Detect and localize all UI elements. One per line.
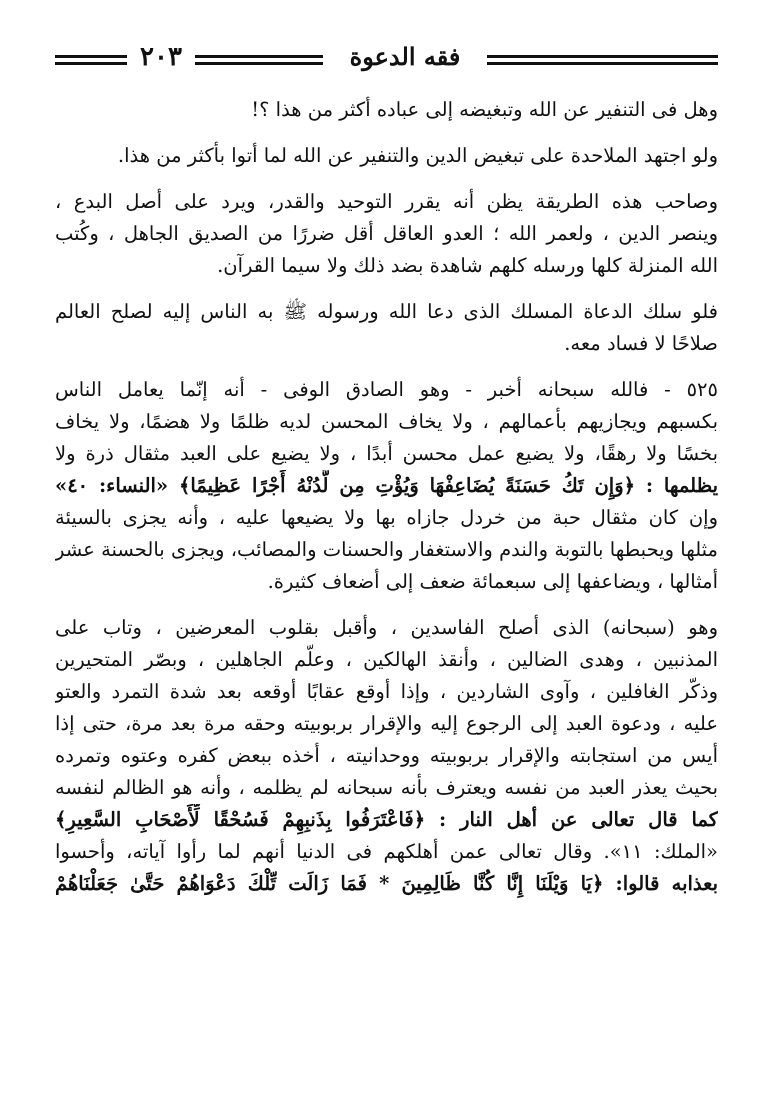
text-line: صلاحًا لا فساد معه.: [564, 332, 718, 355]
text-line: ٥٢٥ - فالله سبحانه أخبر - وهو الصادق الوفى - أنه إنّما يعامل الناس: [55, 378, 718, 401]
text-line: بكسبهم ويجازيهم بأعمالهم ، ولا يخاف المحسن لديه ظلمًا ولا هضمًا، ولا يخاف: [55, 410, 718, 433]
paragraph: [55, 140, 718, 172]
text-line-quran: بعذابه قالوا: ﴿يَا وَيْلَنَا إِنَّا كُنَّا ظَالِمِينَ * فَمَا زَالَت تِّلْكَ دَعْوَاهُمْ حَتَّىٰ جَعَلْنَاهُمْ: [55, 872, 718, 895]
text-line: وصاحب هذه الطريقة يظن أنه يقرر التوحيد والقدر، ويرد على أصل البدع ،: [55, 190, 718, 213]
text-line-quran: يظلمها : ﴿وَإِن تَكُ حَسَنَةً يُضَاعِفْهَا وَيُؤْتِ مِن لَّدُنْهُ أَجْرًا عَظِيمًا﴾ «النساء: ٤٠»: [55, 474, 718, 497]
text-line: أيس من استجابته والإقرار بربوبيته ووحدانيته ، أخذه ببعض كفره وعتوه وتمرده: [55, 744, 718, 767]
header-rule-left: [55, 55, 127, 65]
page-body: [55, 94, 718, 900]
text-line: الله المنزلة كلها ورسله كلهم شاهدة بضد ذلك ولا سيما القرآن.: [217, 254, 718, 277]
text-line: وهو (سبحانه) الذى أصلح الفاسدين ، وأقبل بقلوب المعرضين ، وتاب على: [55, 616, 718, 639]
header-rule-middle: [195, 55, 323, 65]
paragraph: [55, 186, 718, 282]
running-title: فقه الدعوة: [349, 42, 461, 71]
text-line: المذنبين ، وهدى الضالين ، وأنقذ الهالكين ، وعلّم الجاهلين ، وبصّر المتحيرين: [55, 648, 718, 671]
text-line-quran: كما قال تعالى عن أهل النار : ﴿فَاعْتَرَفُوا بِذَنبِهِمْ فَسُحْقًا لِّأَصْحَابِ السَّعِيرِ﴾: [55, 808, 718, 831]
paragraph: [55, 374, 718, 598]
header-rule-right: [487, 55, 718, 65]
text-line: أمثالها ، ويضاعفها إلى سبعمائة ضعف إلى أضعاف كثيرة.: [267, 570, 718, 593]
paragraph: [55, 612, 718, 900]
text-line: «الملك: ١١». وقال تعالى عمن أهلكهم فى الدنيا أنهم لما رأوا آياته، وأحسوا: [55, 840, 718, 863]
paragraph: [55, 296, 718, 360]
text-line: بخسًا ولا رهقًا، ولا يضيع عمل محسن أبدًا ، ولا يضيع على العبد مثقال ذرة ولا: [55, 442, 718, 465]
text-line: وهل فى التنفير عن الله وتبغيضه إلى عباده أكثر من هذا ؟!: [251, 98, 718, 121]
text-line: عليه ، ودعوة العبد إلى الرجوع إليه والإقرار بربوبيته وحقه مرة بعد مرة، حتى إذا: [55, 712, 718, 735]
page-number: ٢٠٣: [140, 42, 182, 72]
text-line: بحيث يعذر العبد من نفسه ويعترف بأنه سبحانه لم يظلمه ، وأنه هو الظالم لنفسه: [55, 776, 718, 799]
text-line: وذكّر الغافلين ، وآوى الشاردين ، وإذا أوقع عقابًا أوقعه بعد شدة التمرد والعتو: [55, 680, 718, 703]
text-line: مثلها ويحبطها بالتوبة والندم والاستغفار والحسنات والمصائب، ويجزى بالحسنة عشر: [55, 538, 718, 561]
paragraph: [55, 94, 718, 126]
text-line: وينصر الدين ، ولعمر الله ؛ العدو العاقل أقل ضررًا من الصديق الجاهل ، وكُتب: [55, 222, 718, 245]
text-line: ولو اجتهد الملاحدة على تبغيض الدين والتنفير عن الله لما أتوا بأكثر من هذا.: [117, 144, 718, 167]
text-line: فلو سلك الدعاة المسلك الذى دعا الله ورسوله ﷺ به الناس إليه لصلح العالم: [55, 300, 718, 323]
page-header: [55, 40, 718, 80]
text-line: وإن كان مثقال حبة من خردل جازاه بها ولا يضيعها عليه ، وأنه يجزى بالسيئة: [55, 506, 718, 529]
